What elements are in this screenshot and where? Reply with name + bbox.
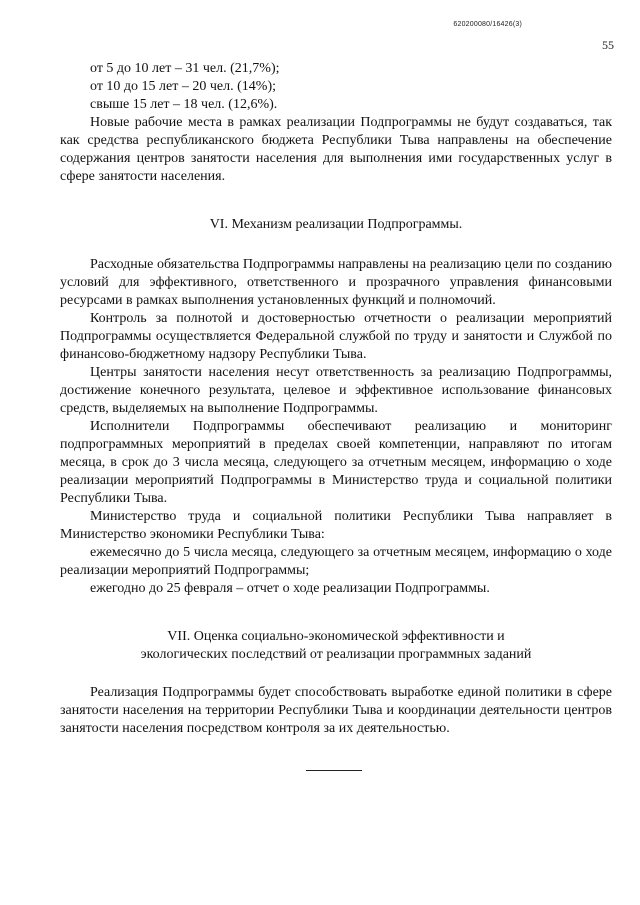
section-6-paragraph: Министерство труда и социальной политики Республики Тыва направляет в Министерство экономики Республики Тыва:	[60, 509, 612, 542]
document-body	[60, 60, 612, 738]
end-separator-line	[306, 770, 362, 771]
section-7-heading-line-1: VII. Оценка социально-экономической эффективности и	[167, 629, 505, 644]
section-6-heading: VI. Механизм реализации Подпрограммы.	[209, 217, 463, 232]
section-6-paragraph: Исполнители Подпрограммы обеспечивают реализацию и мониторинг подпрограммных мероприятий в пределах своей компетенции, направляют по итогам месяца, в срок до 3 числа месяца, следующего за отчетным месяцем, информацию о ходе реализации мероприятий Подпрограммы в Министерство труда и социальной политики Республики Тыва.	[60, 419, 612, 506]
section-6-paragraph: Центры занятости населения несут ответственность за реализацию Подпрограммы, достижение конечного результата, целевое и эффективное использование финансовых средств, выделяемых на выполнение Подпрограммы.	[60, 365, 612, 416]
section-6-paragraph: Контроль за полнотой и достоверностью отчетности о реализации мероприятий Подпрограммы осуществляется Федеральной службой по труду и занятости и Службой по финансово-бюджетному надзору Республики Тыва.	[60, 311, 612, 362]
list-line: от 10 до 15 лет – 20 чел. (14%);	[90, 79, 276, 94]
section-6-paragraph: Расходные обязательства Подпрограммы направлены на реализацию цели по созданию условий для эффективного, ответственного и прозрачного управления финансовыми ресурсами в рамках выполнения установленных функций и полномочий.	[60, 257, 612, 308]
section-6-item: ежегодно до 25 февраля – отчет о ходе реализации Подпрограммы.	[90, 581, 490, 596]
section-7-paragraph: Реализация Подпрограммы будет способствовать выработке единой политики в сфере занятости населения на территории Республики Тыва и координации деятельности центров занятости населения посредством контроля за их деятельностью.	[60, 685, 612, 736]
section-6-item: ежемесячно до 5 числа месяца, следующего за отчетным месяцем, информацию о ходе реализации мероприятий Подпрограммы;	[60, 545, 612, 578]
document-id: 620200080/16426(3)	[453, 21, 522, 28]
page-number: 55	[602, 38, 614, 52]
section-7-heading-line-2: экологических последствий от реализации программных заданий	[140, 647, 532, 662]
list-line: от 5 до 10 лет – 31 чел. (21,7%);	[90, 61, 280, 76]
intro-paragraph: Новые рабочие места в рамках реализации Подпрограммы не будут создаваться, так как средства республиканского бюджета Республики Тыва направлены на обеспечение содержания центров занятости населения для выполнения ими государственных услуг в сфере занятости населения.	[60, 115, 612, 184]
list-line: свыше 15 лет – 18 чел. (12,6%).	[90, 97, 278, 112]
